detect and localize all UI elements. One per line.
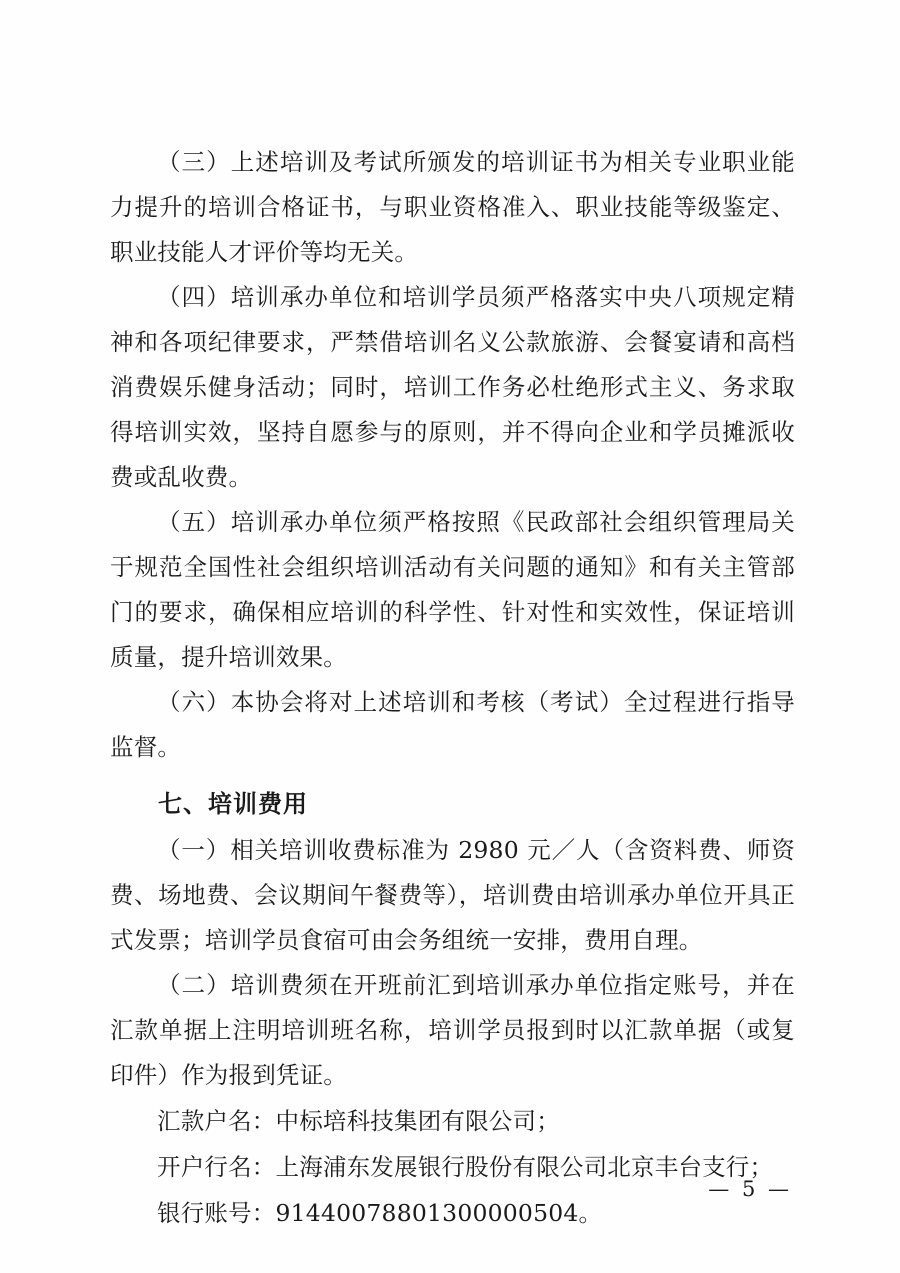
document-body bbox=[110, 140, 795, 1236]
paragraph-item-5: （五）培训承办单位须严格按照《民政部社会组织管理局关于规范全国性社会组织培训活动有关问题的通知》和有关主管部门的要求，确保相应培训的科学性、针对性和实效性，保证培训质量，提升培训效果。 bbox=[110, 508, 795, 671]
fee-paragraph-item-1: （一）相关培训收费标准为 2980 元／人（含资料费、师资费、场地费、会议期间午餐费等），培训费由培训承办单位开具正式发票；培训学员食宿可由会务组统一安排，费用自理。 bbox=[110, 836, 795, 954]
paragraph-item-3: （三）上述培训及考试所颁发的培训证书为相关专业职业能力提升的培训合格证书，与职业资格准入、职业技能等级鉴定、职业技能人才评价等均无关。 bbox=[110, 148, 795, 266]
account-number-line: 银行账号：91440078801300000504。 bbox=[157, 1199, 603, 1227]
page-number: — 5 — bbox=[708, 1177, 792, 1201]
account-bank-line: 开户行名：上海浦东发展银行股份有限公司北京丰台支行； bbox=[157, 1153, 774, 1181]
account-name-line: 汇款户名：中标培科技集团有限公司； bbox=[157, 1107, 560, 1135]
paragraph-item-4: （四）培训承办单位和培训学员须严格落实中央八项规定精神和各项纪律要求，严禁借培训名义公款旅游、会餐宴请和高档消费娱乐健身活动；同时，培训工作务必杜绝形式主义、务求取得培训实效，坚持自愿参与的原则，并不得向企业和学员摊派收费或乱收费。 bbox=[110, 283, 795, 491]
section-heading-training-fee: 七、培训费用 bbox=[158, 790, 308, 818]
fee-paragraph-item-2: （二）培训费须在开班前汇到培训承办单位指定账号，并在汇款单据上注明培训班名称，培训学员报到时以汇款单据（或复印件）作为报到凭证。 bbox=[110, 971, 795, 1089]
paragraph-item-6: （六）本协会将对上述培训和考核（考试）全过程进行指导监督。 bbox=[110, 688, 795, 761]
